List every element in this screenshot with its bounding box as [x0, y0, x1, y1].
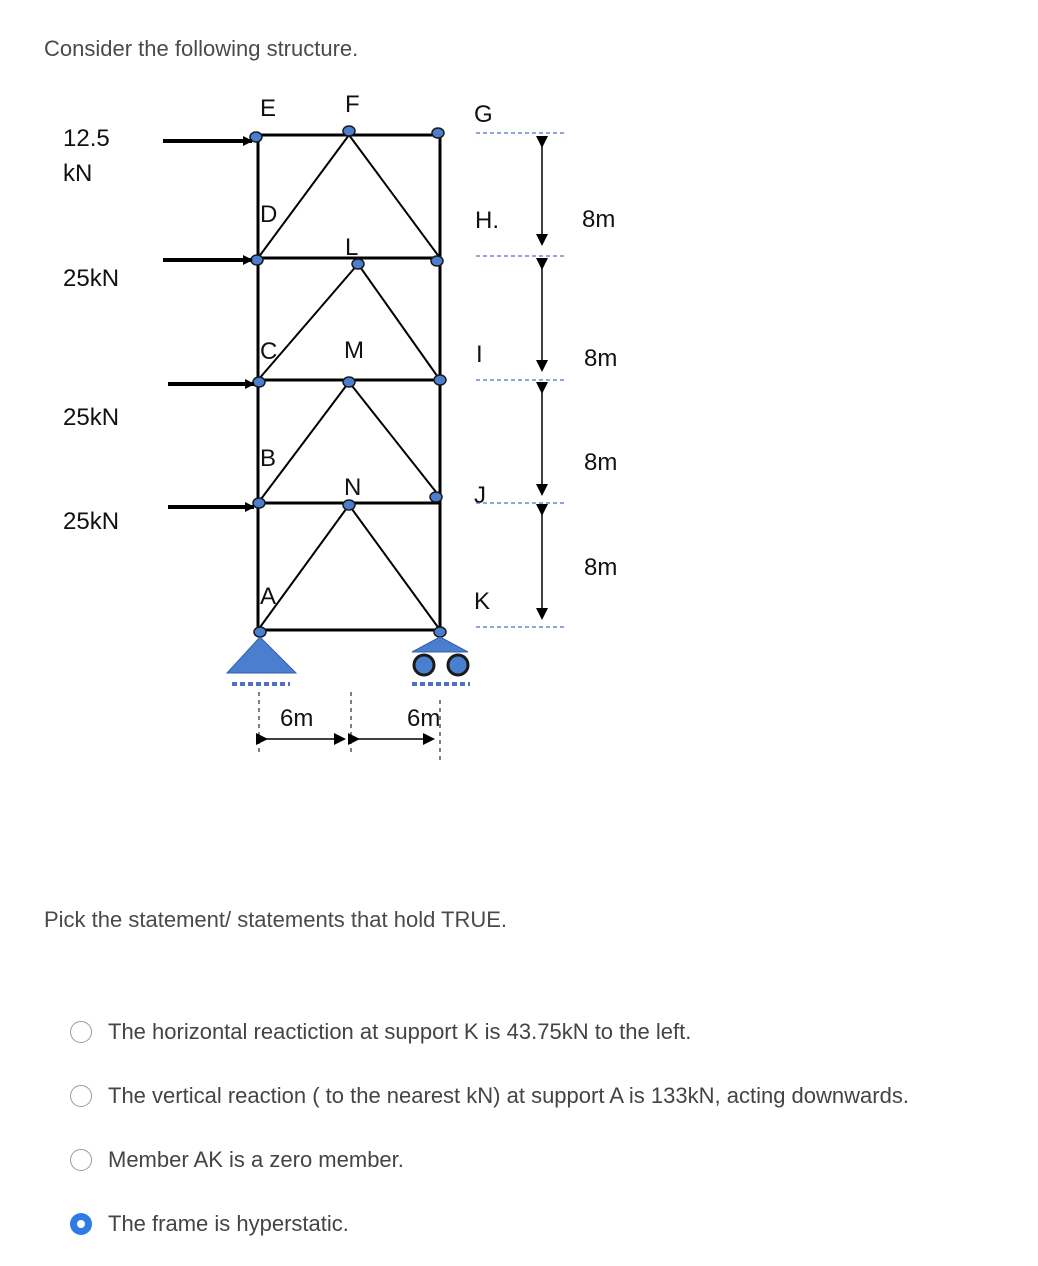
answer-option[interactable] [70, 1192, 909, 1256]
node-n [343, 500, 355, 510]
label-l: L [345, 234, 359, 261]
answer-option[interactable] [70, 1128, 909, 1192]
option-text: Member AK is a zero member. [108, 1147, 404, 1172]
node-m [343, 377, 355, 387]
pin-support [227, 637, 296, 684]
label-c: C [260, 338, 278, 365]
node-a [254, 627, 266, 637]
width-label-1: 6m [280, 705, 314, 732]
label-e: E [260, 95, 277, 122]
node-g [432, 128, 444, 138]
label-g: G [474, 101, 493, 128]
label-k: K [474, 588, 491, 615]
diagonal-l-i [358, 264, 440, 380]
node-k [434, 627, 446, 637]
radio-button[interactable] [70, 1149, 92, 1171]
answer-option[interactable] [70, 1064, 909, 1128]
load-label-level-3: 25kN [63, 265, 120, 292]
load-label-level-2: 25kN [63, 404, 120, 431]
node-b [253, 498, 265, 508]
node-h [431, 256, 443, 266]
height-label-3: 8m [584, 449, 618, 476]
diagonal-m-j [349, 382, 440, 497]
node-i [434, 375, 446, 385]
diagonal-d-f [258, 135, 349, 258]
load-label-top-unit: kN [63, 160, 93, 187]
node-j [430, 492, 442, 502]
load-label-top-value: 12.5 [63, 125, 110, 152]
radio-button[interactable] [70, 1085, 92, 1107]
radio-button[interactable] [70, 1021, 92, 1043]
label-a: A [260, 583, 277, 610]
roller-support [412, 637, 470, 684]
label-d: D [260, 201, 278, 228]
answer-options [70, 1000, 909, 1256]
height-label-4: 8m [584, 554, 618, 581]
node-c [253, 377, 265, 387]
option-text: The frame is hyperstatic. [108, 1211, 349, 1236]
diagonal-b-m [258, 382, 349, 503]
radio-button[interactable] [70, 1213, 92, 1235]
label-m: M [344, 337, 364, 364]
structure-diagram [0, 80, 620, 780]
width-label-2: 6m [407, 705, 441, 732]
height-label-2: 8m [584, 345, 618, 372]
label-h: H. [475, 207, 499, 234]
label-j: J [474, 482, 486, 509]
node-f [343, 126, 355, 136]
question-intro: Consider the following structure. [44, 36, 359, 61]
answer-option[interactable] [70, 1000, 909, 1064]
diagonal-a-n [258, 505, 349, 630]
label-n: N [344, 474, 362, 501]
option-text: The vertical reaction ( to the nearest kN) at support A is 133kN, acting downwards. [108, 1083, 909, 1108]
label-f: F [345, 91, 360, 118]
node-d [251, 255, 263, 265]
height-label-1: 8m [582, 206, 616, 233]
load-label-level-1: 25kN [63, 508, 120, 535]
diagonal-f-h [349, 135, 440, 258]
label-i: I [476, 341, 483, 368]
diagonal-n-k [349, 505, 440, 630]
label-b: B [260, 445, 277, 472]
question-prompt: Pick the statement/ statements that hold TRUE. [44, 907, 508, 932]
option-text: The horizontal reactiction at support K is 43.75kN to the left. [108, 1019, 692, 1044]
